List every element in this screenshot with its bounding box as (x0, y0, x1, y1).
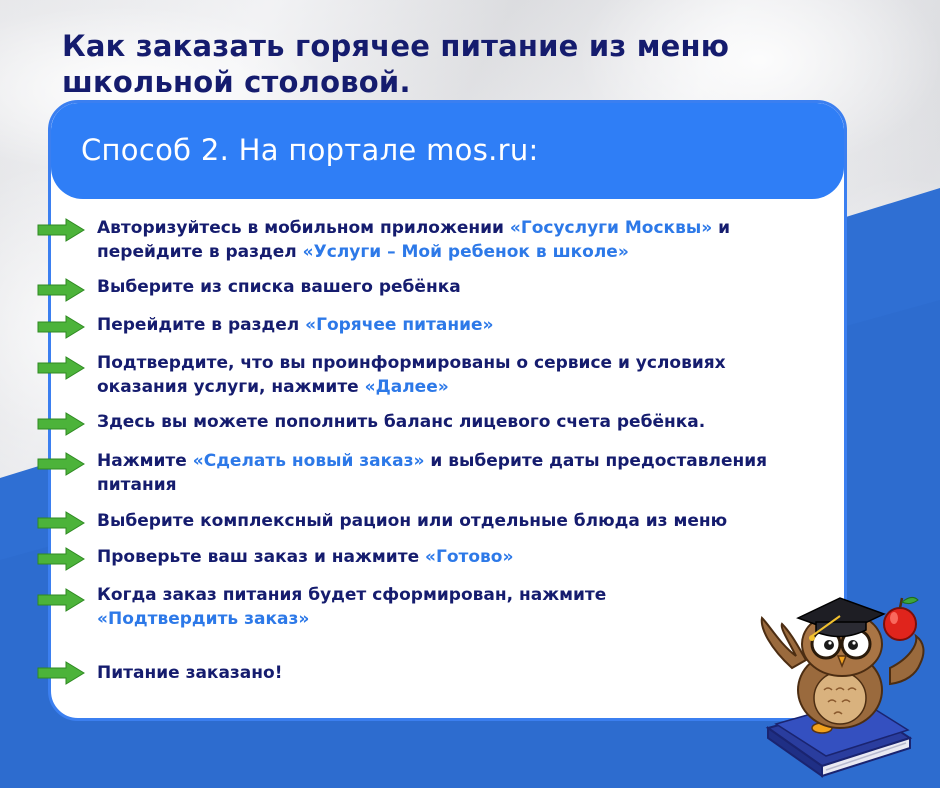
step-highlight-text: «Госуслуги Москвы» (509, 218, 713, 238)
step-item (97, 661, 797, 685)
step-text: и (712, 218, 731, 238)
green-arrow-icon (36, 315, 86, 339)
step-text: перейдите в раздел (97, 242, 303, 262)
step-line (97, 375, 797, 399)
step-item (97, 351, 797, 399)
step-highlight-text: «Услуги – Мой ребенок в школе» (302, 242, 629, 262)
green-arrow-icon (36, 588, 86, 612)
step-text: питания (97, 475, 177, 495)
step-line (97, 583, 797, 607)
step-text: Нажмите (97, 451, 193, 471)
green-arrow-icon (36, 356, 86, 380)
step-line (97, 509, 797, 533)
green-arrow-icon (36, 511, 86, 535)
step-line (97, 240, 797, 264)
green-arrow-icon (36, 412, 86, 436)
step-line (97, 313, 797, 337)
card-header-title: Способ 2. На портале mos.ru: (81, 133, 539, 167)
step-text: и выберите даты предоставления (424, 451, 768, 471)
step-item (97, 313, 797, 337)
step-text: оказания услуги, нажмите (97, 377, 365, 397)
step-line (97, 351, 797, 375)
step-item (97, 509, 797, 533)
page-title-line-1: Как заказать горячее питание из меню (62, 29, 730, 63)
step-item (97, 275, 797, 299)
step-text: Подтвердите, что вы проинформированы о сервисе и условиях (97, 353, 726, 373)
step-line (97, 473, 797, 497)
step-highlight-text: «Подтвердить заказ» (97, 609, 310, 629)
step-line (97, 607, 797, 631)
step-text: Когда заказ питания будет сформирован, нажмите (97, 585, 607, 605)
step-line (97, 216, 797, 240)
step-line (97, 545, 797, 569)
step-highlight-text: «Горячее питание» (305, 315, 494, 335)
step-line (97, 275, 797, 299)
step-line (97, 661, 797, 685)
page-title-line-2: школьной столовой. (62, 65, 411, 99)
step-text: Проверьте ваш заказ и нажмите (97, 547, 426, 567)
green-arrow-icon (36, 278, 86, 302)
step-item (97, 583, 797, 631)
green-arrow-icon (36, 218, 86, 242)
step-text: Выберите из списка вашего ребёнка (97, 277, 461, 297)
green-arrow-icon (36, 452, 86, 476)
step-text: Питание заказано! (97, 663, 283, 683)
step-item (97, 216, 797, 264)
green-arrow-icon (36, 547, 86, 571)
owl-mascot-icon (740, 578, 940, 788)
step-text: Выберите комплексный рацион или отдельные блюда из меню (97, 511, 728, 531)
step-item (97, 545, 797, 569)
step-text: Здесь вы можете пополнить баланс лицевого счета ребёнка. (97, 412, 706, 432)
green-arrow-icon (36, 661, 86, 685)
step-item (97, 449, 797, 497)
step-line (97, 449, 797, 473)
step-highlight-text: «Сделать новый заказ» (192, 451, 425, 471)
apple-icon (884, 597, 918, 640)
step-item (97, 410, 797, 434)
step-highlight-text: «Далее» (364, 377, 449, 397)
step-highlight-text: «Готово» (425, 547, 514, 567)
step-text: Авторизуйтесь в мобильном приложении (97, 218, 510, 238)
step-text: Перейдите в раздел (97, 315, 306, 335)
step-line (97, 410, 797, 434)
card-header (51, 103, 844, 199)
page-title (62, 28, 882, 100)
